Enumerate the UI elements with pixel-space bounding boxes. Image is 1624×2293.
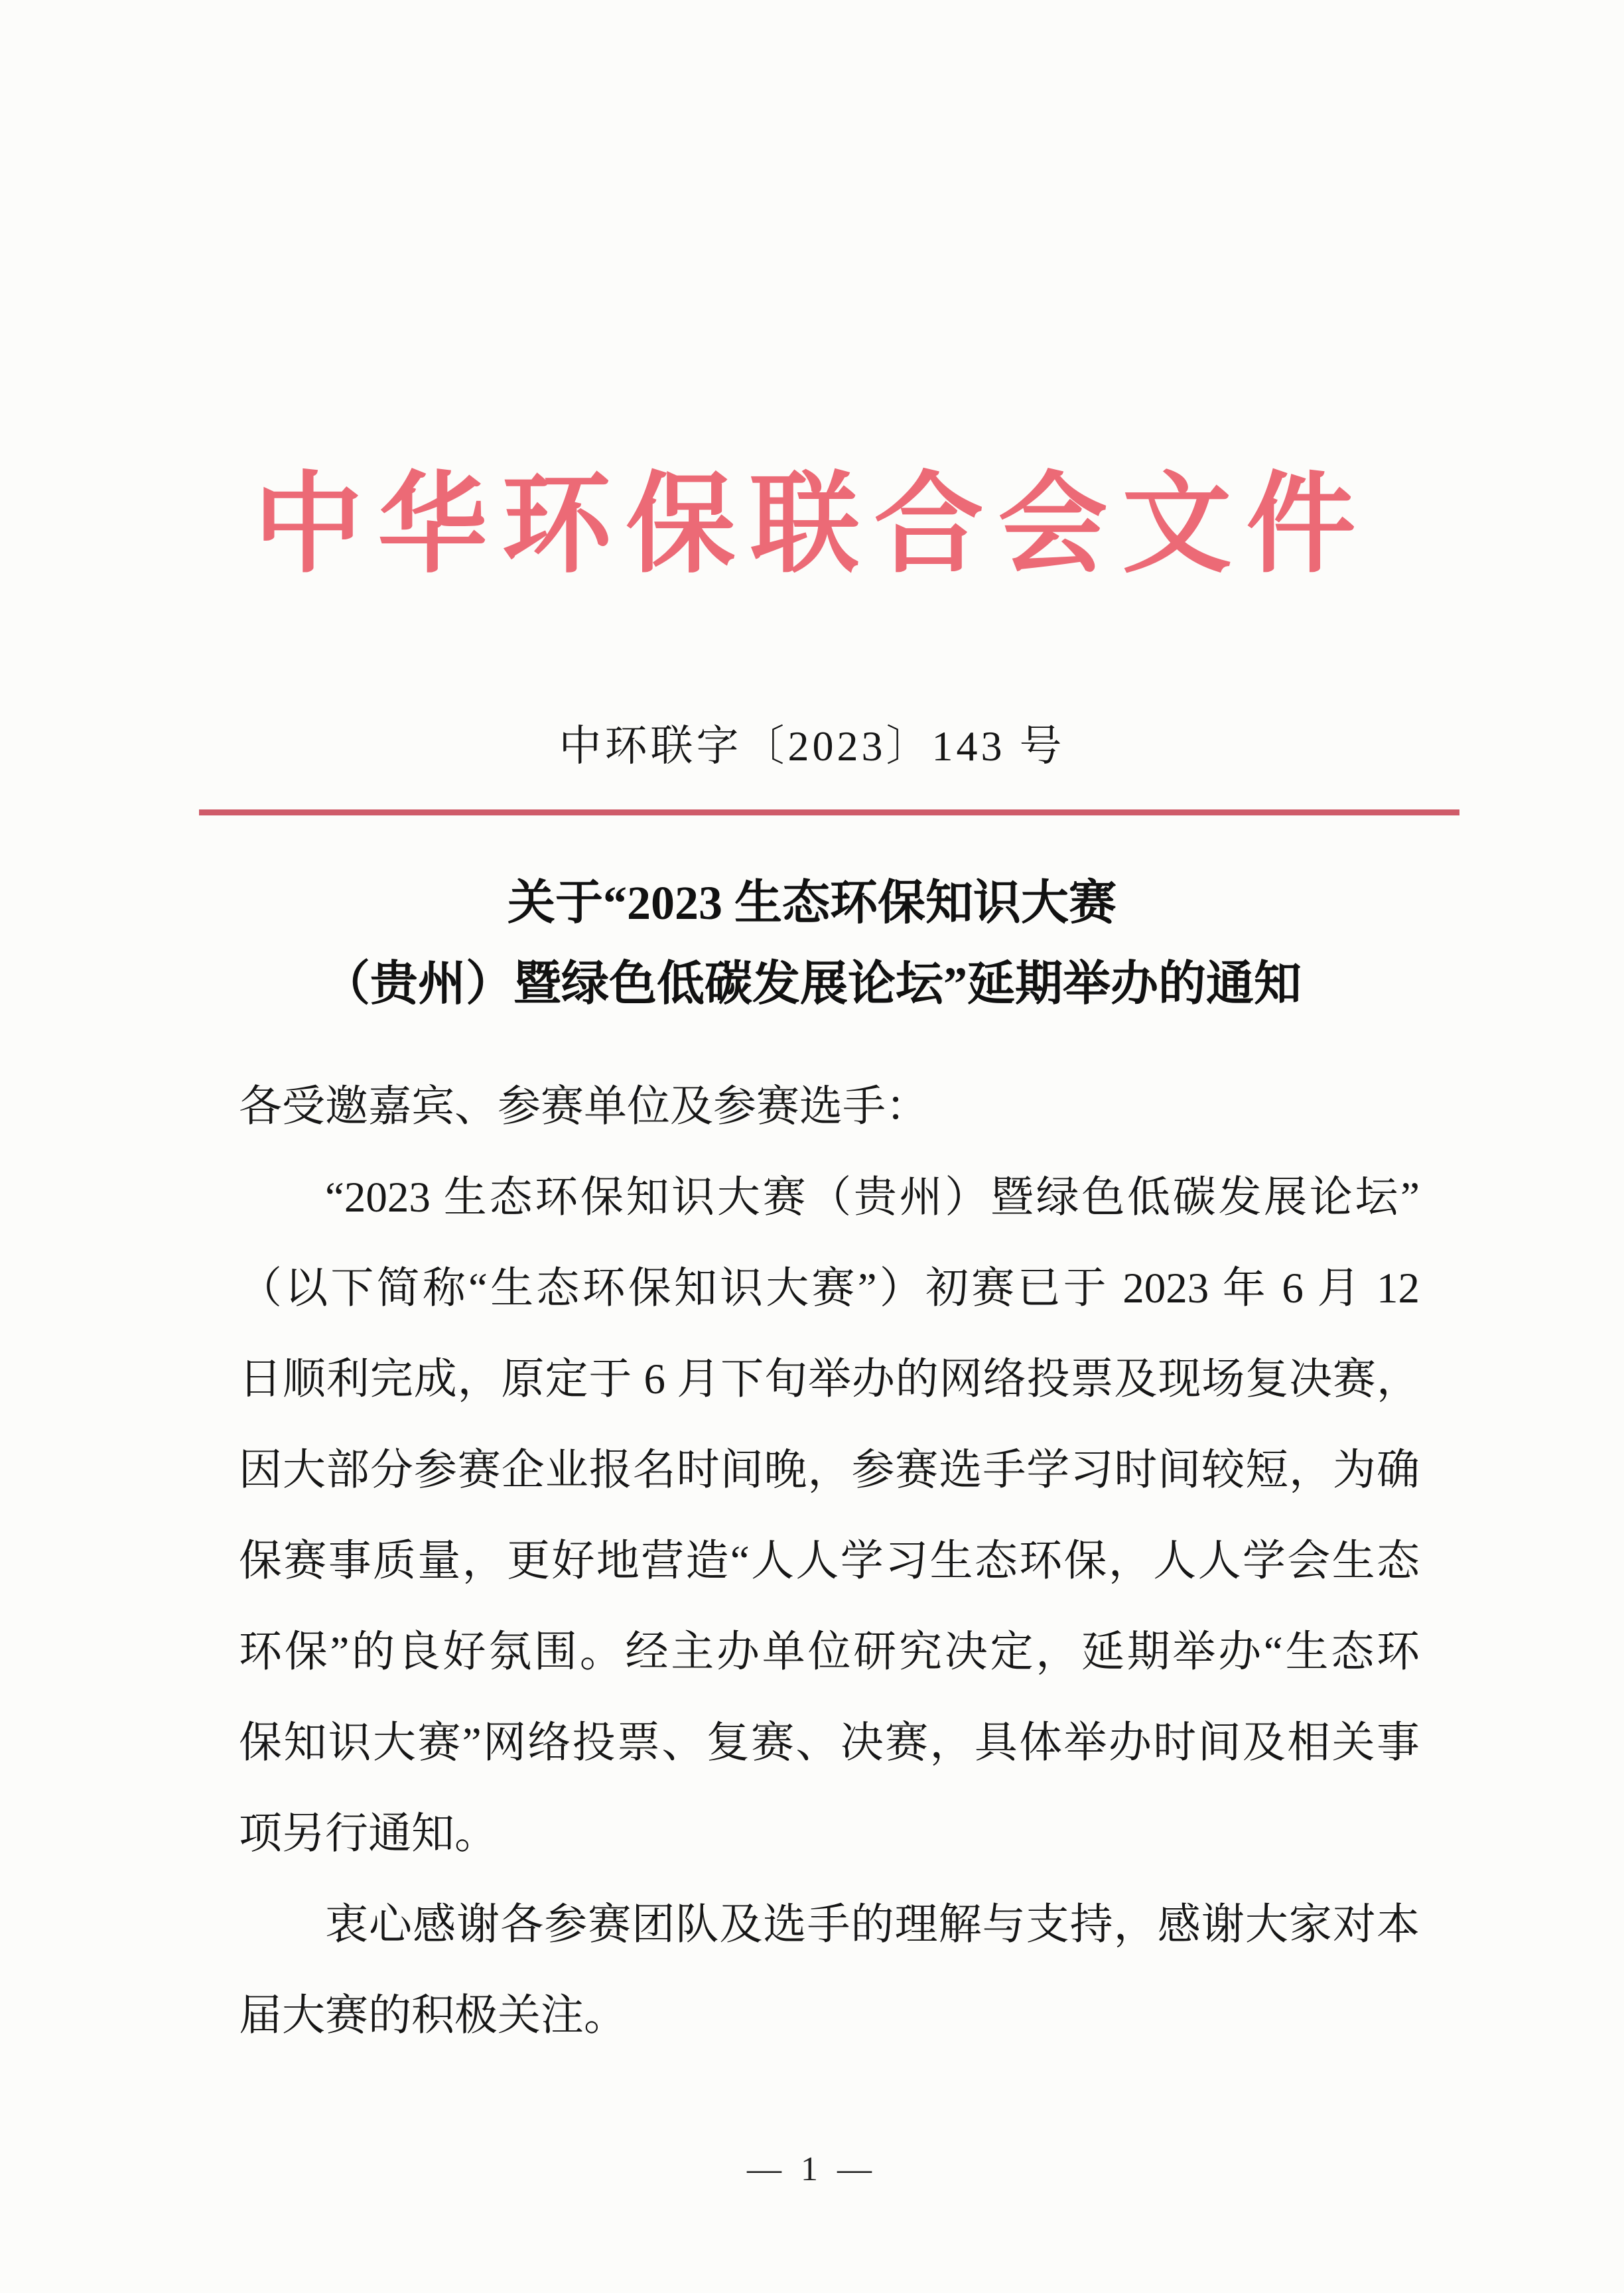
body-line: “2023 生态环保知识大赛（贵州）暨绿色低碳发展论坛” [325,1174,1420,1221]
doc-number: 中环联字〔2023〕143 号 [559,723,1065,770]
body-line: 保知识大赛”网络投票、复赛、决赛，具体举办时间及相关事 [239,1719,1420,1767]
notice-body [239,1062,1420,2061]
body-line: 因大部分参赛企业报名时间晚，参赛选手学习时间较短，为确 [239,1446,1420,1494]
body-line: 保赛事质量，更好地营造“人人学习生态环保，人人学会生态 [239,1537,1420,1585]
body-line: 环保”的良好氛围。经主办单位研究决定，延期举办“生态环 [239,1628,1420,1676]
body-line-salutation: 各受邀嘉宾、参赛单位及参赛选手： [239,1083,929,1131]
org-title: 中华环保联合会文件 [253,464,1371,586]
body-line: 日顺利完成，原定于 6 月下旬举办的网络投票及现场复决赛， [239,1355,1420,1403]
notice-title [0,863,1624,1024]
page-number: — 1 — [747,2150,877,2188]
body-line: 届大赛的积极关注。 [239,1992,628,2040]
red-separator-line [199,809,1459,815]
notice-title-line-1: 关于“2023 生态环保知识大赛 [507,876,1116,930]
body-line: 项另行通知。 [239,1810,498,1858]
body-line: （以下简称“生态环保知识大赛”）初赛已于 2023 年 6 月 12 [239,1265,1420,1312]
notice-title-line-2: （贵州）暨绿色低碳发展论坛”延期举办的通知 [322,957,1302,1010]
body-line: 衷心感谢各参赛团队及选手的理解与支持，感谢大家对本 [325,1901,1420,1949]
